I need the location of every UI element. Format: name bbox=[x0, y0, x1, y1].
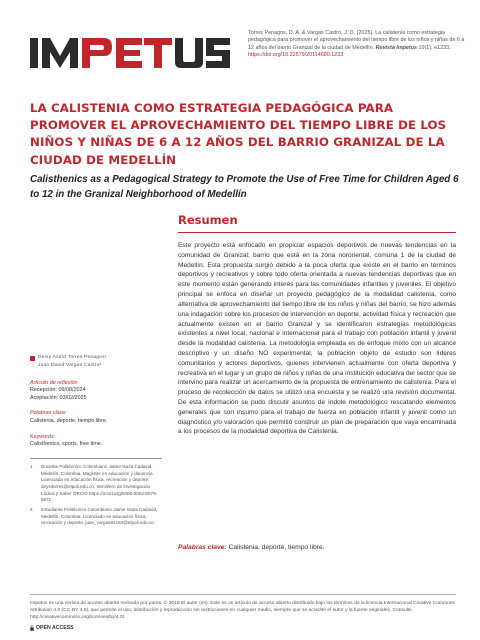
keywords-es-block bbox=[30, 410, 162, 425]
author-item bbox=[30, 355, 162, 362]
article-sidebar bbox=[30, 355, 162, 530]
license-footer bbox=[30, 600, 456, 621]
article-type: Artículo de reflexión bbox=[30, 379, 78, 386]
footnote-number: 1 bbox=[30, 464, 33, 470]
footnote-number: 2 bbox=[30, 507, 33, 513]
citation-journal: Revista Impetus bbox=[375, 44, 418, 51]
keywords-es-value: Calistenia, deporte, tiempo libre. bbox=[30, 417, 108, 424]
open-access-badge bbox=[30, 625, 74, 631]
footnote-divider bbox=[30, 458, 162, 459]
open-access-label: OPEN ACCESS bbox=[36, 625, 74, 631]
author-item bbox=[30, 363, 162, 370]
footer-divider bbox=[30, 594, 456, 595]
citation-issue: 19(1), e1233. bbox=[418, 44, 451, 51]
author-name: Deisy Astrid Torres Penagos¹ bbox=[38, 355, 107, 360]
keywords-en-value: Calisthenics, sports, free time. bbox=[30, 441, 103, 448]
impetus-logo-icon bbox=[30, 34, 230, 74]
footnote-text: Estudiante Politécnico Colombiano Jaime Isaza Cadavid, Medellín, Colombia. Licenciado en educación física, recreación y deporte. juan_vargas84182@elpoli.edu.co bbox=[41, 507, 158, 526]
article-title-spanish: LA CALISTENIA COMO ESTRATEGIA PEDAGÓGICA PARA PROMOVER EL APROVECHAMIENTO DEL TIEMPO LIBRE DE LOS NIÑOS Y NIÑAS DE 6 A 12 AÑOS DEL BARRIO GRANIZAL DE LA CIUDAD DE MEDELLÍN bbox=[30, 101, 447, 167]
keywords-es-label: Palabras clave: bbox=[30, 410, 67, 417]
citation-block bbox=[248, 30, 466, 60]
footnote-item bbox=[30, 464, 162, 504]
author-spacer bbox=[30, 364, 35, 369]
author-list bbox=[30, 355, 162, 370]
citation-text: Torres Penagos, D. A. & Vargas Castro, J. D. (2025). La calistenia como estrategia pedagógica para promover el aprovechamiento del tiempo libre de los niños y niñas de 6 a 12 años del barrio Granizal de la ciudad de Medellín. Revista Impetus 19(1), e1233. bbox=[248, 30, 465, 51]
article-title-english: Calisthenics as a Pedagogical Strategy to Promote the Use of Free Time for Children Aged 6 to 12 in the Granizal Neighborhood of Medellín bbox=[30, 174, 459, 200]
author-marker-icon bbox=[30, 356, 35, 361]
article-dates bbox=[30, 380, 162, 403]
received-date: Recepción: 09/08/2024 bbox=[30, 387, 86, 394]
author-name: Juan David Vargas Castro² bbox=[38, 362, 102, 368]
doi-link[interactable]: https://doi.org/10.22579/20114680.1233 bbox=[248, 52, 344, 59]
license-text: Impetus es una revista de acceso abierto revisada por pares. © 2018 El autor (es). Este es un artículo de acceso abierto distribuido bajo los términos de la licencia Internacional Creative Commons Attribution 4.0 (CC-BY 4.0), que permite el uso, distribución y reproducción sin restricciones en cualquier medio, siempre que se acredite el autor y la fuente originales. bbox=[30, 601, 455, 614]
journal-logo bbox=[30, 34, 230, 74]
accepted-date: Aceptación: 03/02/2025 bbox=[30, 394, 87, 401]
keywords-en-label: Keywords: bbox=[30, 433, 56, 440]
footnotes bbox=[30, 464, 162, 527]
abstract-keywords-label: Palabras clave: bbox=[178, 544, 227, 551]
abstract-keywords-value: Calistenia, deporte, tiempo libre. bbox=[228, 544, 325, 551]
keywords-en-block bbox=[30, 434, 162, 449]
footnote-text: Docente Politécnico Colombiano Jaime Isaza Cadavid, Medellín, Colombia. Magíster en educación y docencia Licenciada en educación física, recreación y deporte; deysitorres@elpoli.edu.co. Semillero de Investigación Lúdica y Saber ORCID https://orcid.org/0000-0002-8579-5871 bbox=[41, 464, 158, 503]
abstract-body: Este proyecto está enfocado en propiciar espacios deportivos de nuevas tendencias en la comunidad de Granizal; barrio que está en la zona nororiental, comuna 1 de la ciudad de Medellín. Esta propuesta surgió debido a la poca oferta que existe en el barrio en términos deportivos y recreativos y sobre todo oferta orientada a nuevas tendencias deportivas que en este momento están generando interés para las comunidades infantiles y juveniles. El objetivo principal se enfoca en diseñar un proyecto pedagógico de la modalidad calistenia, como alternativa de aprovechamiento del tiempo libre de los niños y niñas del barrio, se hizo además una indagación sobre los procesos de intervención en deporte, actividad física y recreación que actualmente existen en el barrio Granizal y se identificaron estrategias metodológicas existentes a nivel local, nacional e internacional para el trabajo con población infantil y juvenil desde la modalidad calistenia. La metodología empleada es de enfoque mixto con un alcance descriptivo y un diseño NO experimental, la población objeto de estudio son líderes comunitarios y actores deportivos, quienes intervienen actualmente con oferta deportiva y recreativa en el lugar y un grupo de niños y niñas de una institución educativa del sector que se intervino para realizar un acercamiento de la propuesta de entrenamiento de calistenia. Para el proceso de recolección de datos se utilizó una encuesta y se realizó una revisión documental. De esta información se pudo discutir asuntos de índole metodológico rescatando elementos generales que son insumo para el trabajo de fuerza en población infantil y juvenil como un diagnóstico y/o valoración que permitió construir un plan de preparación que vaya encaminada a los procesos de la modalidad deportiva de Calistenia. bbox=[178, 242, 456, 436]
footnote-item bbox=[30, 507, 162, 527]
resumen-divider bbox=[178, 232, 456, 233]
license-link[interactable]: Consulte http://creativecommons.org/licenses/by/4.0/. bbox=[30, 608, 412, 621]
abstract-keywords bbox=[178, 544, 456, 551]
open-lock-icon bbox=[30, 625, 34, 631]
resumen-heading: Resumen bbox=[178, 213, 238, 227]
